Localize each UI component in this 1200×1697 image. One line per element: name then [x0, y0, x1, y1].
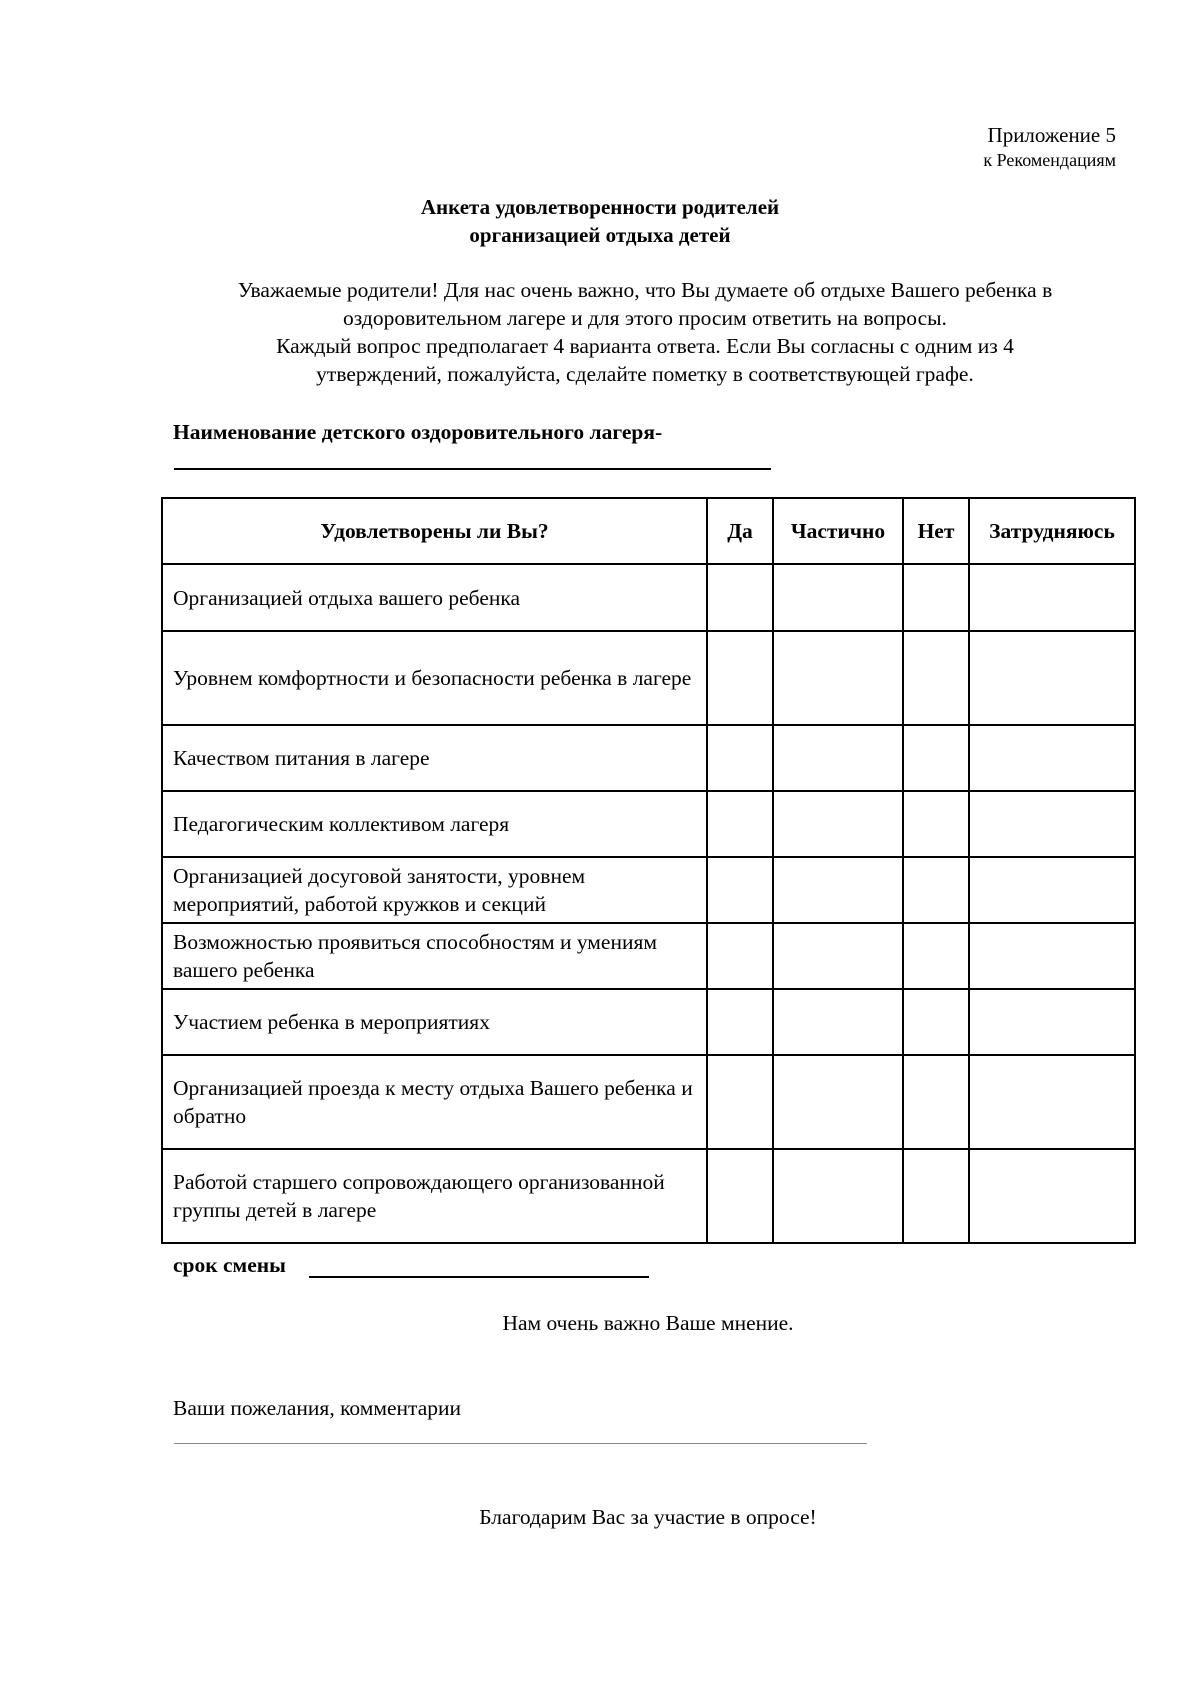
answer-no-cell[interactable]: [903, 631, 969, 725]
answer-partially-cell[interactable]: [773, 1149, 903, 1243]
header-yes: Да: [707, 498, 773, 564]
table-row: [162, 725, 1135, 791]
answer-yes-cell[interactable]: [707, 923, 773, 989]
question-cell: Организацией проезда к месту отдыха Вашего ребенка и обратно: [162, 1055, 707, 1149]
title-line-2: организацией отдыха детей: [469, 223, 731, 247]
answer-no-cell[interactable]: [903, 923, 969, 989]
satisfaction-table: [161, 497, 1136, 1244]
answer-partially-cell[interactable]: [773, 631, 903, 725]
answer-partially-cell[interactable]: [773, 989, 903, 1055]
wishes-comments-label: Ваши пожелания, комментарии: [173, 1396, 461, 1420]
answer-no-cell[interactable]: [903, 857, 969, 923]
intro-text: [170, 276, 1120, 388]
question-cell: Педагогическим коллективом лагеря: [162, 791, 707, 857]
answer-undecided-cell[interactable]: [969, 1055, 1135, 1149]
answer-partially-cell[interactable]: [773, 725, 903, 791]
answer-undecided-cell[interactable]: [969, 725, 1135, 791]
answer-undecided-cell[interactable]: [969, 923, 1135, 989]
table-row: [162, 1149, 1135, 1243]
camp-name-label: Наименование детского оздоровительного лагеря-: [173, 420, 663, 444]
question-cell: Организацией досуговой занятости, уровнем мероприятий, работой кружков и секций: [162, 857, 707, 923]
appendix-reference: [983, 122, 1116, 172]
question-cell: Организацией отдыха вашего ребенка: [162, 564, 707, 631]
answer-yes-cell[interactable]: [707, 989, 773, 1055]
answer-yes-cell[interactable]: [707, 725, 773, 791]
wishes-comments-field[interactable]: [174, 1443, 867, 1444]
thank-you-text: Благодарим Вас за участие в опросе!: [479, 1505, 817, 1529]
appendix-number: Приложение 5: [987, 123, 1116, 147]
answer-partially-cell[interactable]: [773, 857, 903, 923]
opinion-important-text: Нам очень важно Ваше мнение.: [502, 1311, 794, 1335]
shift-period-label: срок смены: [173, 1253, 286, 1277]
table-row: [162, 923, 1135, 989]
camp-name-field[interactable]: [174, 468, 771, 470]
answer-undecided-cell[interactable]: [969, 989, 1135, 1055]
answer-yes-cell[interactable]: [707, 631, 773, 725]
question-cell: Уровнем комфортности и безопасности ребенка в лагере: [162, 631, 707, 725]
answer-no-cell[interactable]: [903, 791, 969, 857]
question-cell: Качеством питания в лагере: [162, 725, 707, 791]
answer-partially-cell[interactable]: [773, 791, 903, 857]
answer-undecided-cell[interactable]: [969, 791, 1135, 857]
table-row: [162, 857, 1135, 923]
header-undecided: Затрудняюсь: [969, 498, 1135, 564]
answer-undecided-cell[interactable]: [969, 1149, 1135, 1243]
intro-line-1: Уважаемые родители! Для нас очень важно, что Вы думаете об отдыхе Вашего ребенка в: [237, 278, 1053, 302]
answer-yes-cell[interactable]: [707, 791, 773, 857]
page-title: [0, 193, 1200, 249]
table-row: [162, 1055, 1135, 1149]
table-header-row: [162, 498, 1135, 564]
answer-no-cell[interactable]: [903, 564, 969, 631]
title-line-1: Анкета удовлетворенности родителей: [420, 195, 780, 219]
intro-line-2: оздоровительном лагере и для этого просим ответить на вопросы.: [343, 306, 947, 330]
table-row: [162, 564, 1135, 631]
answer-partially-cell[interactable]: [773, 564, 903, 631]
answer-undecided-cell[interactable]: [969, 631, 1135, 725]
answer-no-cell[interactable]: [903, 725, 969, 791]
shift-period-field[interactable]: [309, 1276, 649, 1278]
answer-no-cell[interactable]: [903, 989, 969, 1055]
table-row: [162, 989, 1135, 1055]
question-cell: Работой старшего сопровождающего организованной группы детей в лагере: [162, 1149, 707, 1243]
answer-yes-cell[interactable]: [707, 1055, 773, 1149]
intro-line-4: утверждений, пожалуйста, сделайте пометку в соответствующей графе.: [316, 362, 974, 386]
header-partially: Частично: [773, 498, 903, 564]
intro-line-3: Каждый вопрос предполагает 4 варианта ответа. Если Вы согласны с одним из 4: [276, 334, 1014, 358]
answer-partially-cell[interactable]: [773, 923, 903, 989]
appendix-recommendations: к Рекомендациям: [983, 150, 1116, 170]
answer-no-cell[interactable]: [903, 1055, 969, 1149]
answer-yes-cell[interactable]: [707, 857, 773, 923]
table-row: [162, 631, 1135, 725]
answer-yes-cell[interactable]: [707, 1149, 773, 1243]
header-question: Удовлетворены ли Вы?: [162, 498, 707, 564]
question-cell: Возможностью проявиться способностям и умениям вашего ребенка: [162, 923, 707, 989]
answer-undecided-cell[interactable]: [969, 564, 1135, 631]
header-no: Нет: [903, 498, 969, 564]
table-row: [162, 791, 1135, 857]
question-cell: Участием ребенка в мероприятиях: [162, 989, 707, 1055]
answer-no-cell[interactable]: [903, 1149, 969, 1243]
answer-yes-cell[interactable]: [707, 564, 773, 631]
answer-partially-cell[interactable]: [773, 1055, 903, 1149]
answer-undecided-cell[interactable]: [969, 857, 1135, 923]
